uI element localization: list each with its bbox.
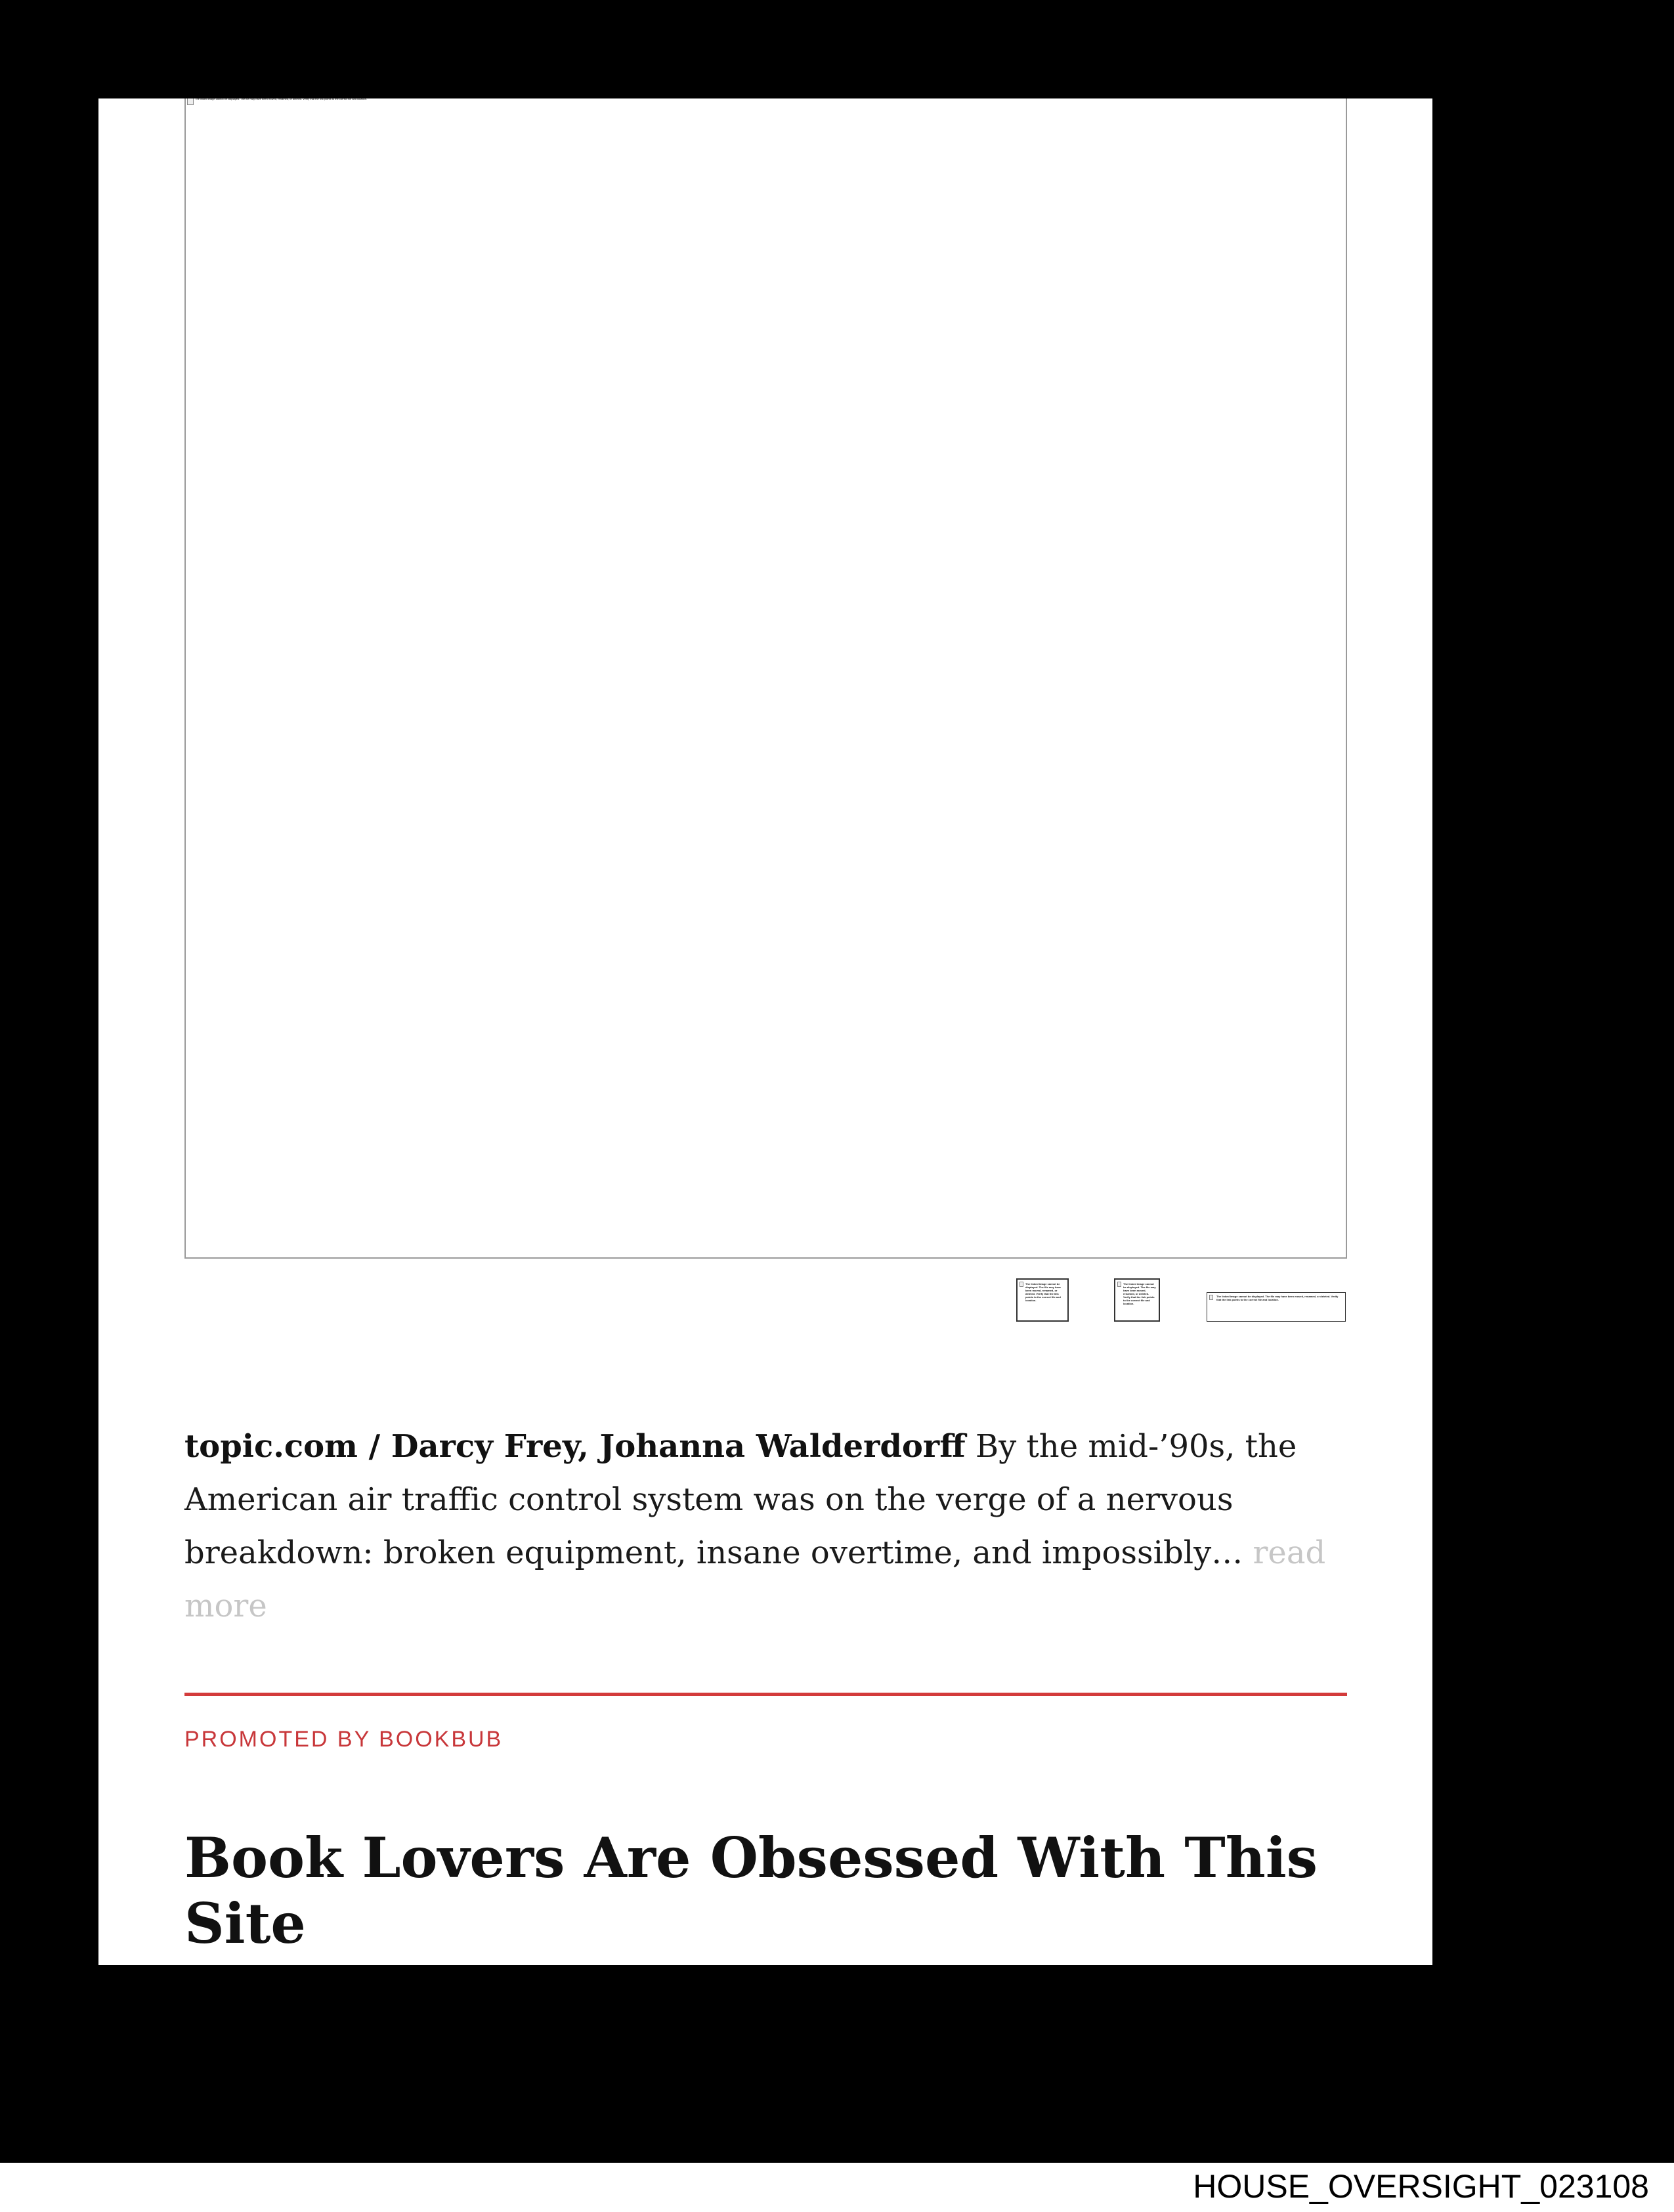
thumbnail-alt-text: The linked image cannot be displayed. The file may have been moved, renamed, or deleted. Verify that the link points to the correct file and location. — [1216, 1295, 1339, 1301]
promo-headline-link[interactable]: Book Lovers Are Obsessed With This Site — [184, 1825, 1318, 1956]
bates-number: HOUSE_OVERSIGHT_023108 — [1193, 2168, 1649, 2205]
thumbnail-image[interactable] — [1207, 1292, 1346, 1322]
thumbnail-image[interactable] — [1016, 1278, 1069, 1322]
promo-label: PROMOTED BY BOOKBUB — [184, 1727, 504, 1752]
thumbnail-alt-text: The linked image cannot be displayed. The file may have been moved, renamed, or deleted. Verify that the link points to the correct file and location. — [1025, 1282, 1062, 1302]
web-page — [98, 98, 1432, 1965]
thumbnail-image[interactable] — [1114, 1278, 1160, 1322]
thumbnail-alt-text: The linked image cannot be displayed. The file may have been moved, renamed, or deleted. Verify that the link points to the correct file and location. — [1123, 1282, 1156, 1305]
broken-image-icon — [1209, 1295, 1213, 1300]
broken-image-icon — [1019, 1282, 1023, 1287]
bates-footer — [0, 2163, 1674, 2212]
broken-image-icon — [187, 98, 194, 105]
article-caption — [184, 1420, 1353, 1633]
broken-image-icon — [1117, 1282, 1121, 1287]
article-excerpt: By the mid-’90s, the American air traffic control system was on the verge of a nervous breakdown: broken equipment, insane overtime, and impossibly… — [184, 1428, 1297, 1571]
promo-divider — [184, 1693, 1347, 1696]
image-alt-text: The linked image cannot be displayed. The file may have been moved, renamed, or deleted. Verify that the link points to the correct file and location. — [195, 98, 368, 100]
article-source[interactable]: topic.com / Darcy Frey, Johanna Walderdorff — [184, 1428, 966, 1465]
article-image-broken[interactable] — [184, 98, 1347, 1259]
read-more-link[interactable]: read more — [184, 1534, 1326, 1624]
